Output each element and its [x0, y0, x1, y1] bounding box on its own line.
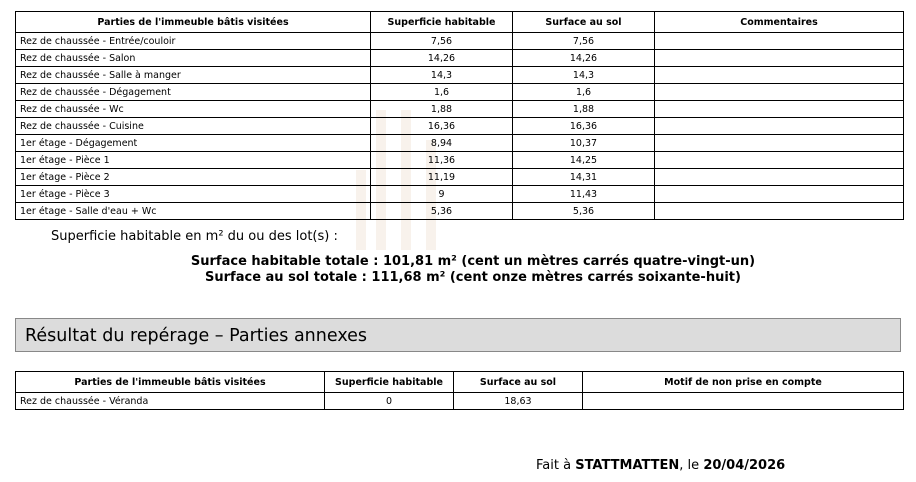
cell-superficie: 8,94: [371, 135, 513, 152]
col-header-commentaires: Commentaires: [655, 12, 904, 33]
cell-superficie: 14,3: [371, 67, 513, 84]
signature-line: [536, 458, 785, 473]
cell-surface-sol: 5,36: [513, 203, 655, 220]
cell-comment: [583, 393, 904, 410]
signature-mid: , le: [679, 458, 704, 473]
cell-surface-sol: 14,26: [513, 50, 655, 67]
cell-superficie: 0: [325, 393, 454, 410]
summary-intro: Superficie habitable en m² du ou des lot(s) :: [51, 229, 338, 244]
signature-city: STATTMATTEN: [575, 458, 680, 473]
table-row: [16, 50, 904, 67]
col-header-motif: Motif de non prise en compte: [583, 372, 904, 393]
cell-surface-sol: 14,31: [513, 169, 655, 186]
cell-comment: [655, 152, 904, 169]
cell-superficie: 11,36: [371, 152, 513, 169]
cell-partie: Rez de chaussée - Véranda: [16, 393, 325, 410]
habitable-total: Surface habitable totale : 101,81 m² (cent un mètres carrés quatre-vingt-un): [190, 254, 756, 269]
section-title: Résultat du repérage – Parties annexes: [25, 326, 368, 346]
cell-partie: Rez de chaussée - Salon: [16, 50, 371, 67]
cell-surface-sol: 11,43: [513, 186, 655, 203]
table-row: [16, 101, 904, 118]
cell-superficie: 7,56: [371, 33, 513, 50]
table-row: [16, 84, 904, 101]
table-row: [16, 169, 904, 186]
cell-partie: 1er étage - Dégagement: [16, 135, 371, 152]
cell-comment: [655, 169, 904, 186]
cell-superficie: 16,36: [371, 118, 513, 135]
cell-superficie: 5,36: [371, 203, 513, 220]
table-header-row: [16, 12, 904, 33]
section-header-annexes: [15, 318, 901, 352]
cell-surface-sol: 10,37: [513, 135, 655, 152]
signature-date: 20/04/2026: [703, 458, 786, 473]
col-header-superficie: Superficie habitable: [371, 12, 513, 33]
col-header-surface-sol: Surface au sol: [454, 372, 583, 393]
cell-partie: 1er étage - Salle d'eau + Wc: [16, 203, 371, 220]
cell-surface-sol: 14,3: [513, 67, 655, 84]
cell-comment: [655, 118, 904, 135]
cell-surface-sol: 16,36: [513, 118, 655, 135]
cell-superficie: 1,88: [371, 101, 513, 118]
cell-partie: 1er étage - Pièce 2: [16, 169, 371, 186]
table-row: [16, 186, 904, 203]
col-header-surface-sol: Surface au sol: [513, 12, 655, 33]
cell-partie: 1er étage - Pièce 1: [16, 152, 371, 169]
table-row: [16, 33, 904, 50]
table-row: [16, 152, 904, 169]
cell-surface-sol: 7,56: [513, 33, 655, 50]
cell-partie: Rez de chaussée - Dégagement: [16, 84, 371, 101]
cell-comment: [655, 101, 904, 118]
cell-superficie: 1,6: [371, 84, 513, 101]
cell-comment: [655, 50, 904, 67]
cell-partie: Rez de chaussée - Wc: [16, 101, 371, 118]
cell-partie: Rez de chaussée - Cuisine: [16, 118, 371, 135]
table-row: [16, 118, 904, 135]
col-header-parties: Parties de l'immeuble bâtis visitées: [16, 372, 325, 393]
cell-partie: Rez de chaussée - Salle à manger: [16, 67, 371, 84]
cell-comment: [655, 186, 904, 203]
cell-superficie: 11,19: [371, 169, 513, 186]
table-row: [16, 203, 904, 220]
table-header-row: [16, 372, 904, 393]
cell-surface-sol: 14,25: [513, 152, 655, 169]
cell-partie: 1er étage - Pièce 3: [16, 186, 371, 203]
signature-prefix: Fait à: [536, 458, 576, 473]
cell-surface-sol: 18,63: [454, 393, 583, 410]
cell-partie: Rez de chaussée - Entrée/couloir: [16, 33, 371, 50]
col-header-parties: Parties de l'immeuble bâtis visitées: [16, 12, 371, 33]
table-row: [16, 67, 904, 84]
sol-total: Surface au sol totale : 111,68 m² (cent onze mètres carrés soixante-huit): [205, 270, 741, 285]
cell-comment: [655, 135, 904, 152]
parties-visitees-table: [15, 11, 904, 220]
cell-superficie: 9: [371, 186, 513, 203]
cell-comment: [655, 67, 904, 84]
cell-surface-sol: 1,88: [513, 101, 655, 118]
parties-annexes-table: [15, 371, 904, 410]
cell-comment: [655, 33, 904, 50]
table-row: [16, 393, 904, 410]
cell-comment: [655, 84, 904, 101]
cell-comment: [655, 203, 904, 220]
cell-surface-sol: 1,6: [513, 84, 655, 101]
col-header-superficie: Superficie habitable: [325, 372, 454, 393]
cell-superficie: 14,26: [371, 50, 513, 67]
table-row: [16, 135, 904, 152]
